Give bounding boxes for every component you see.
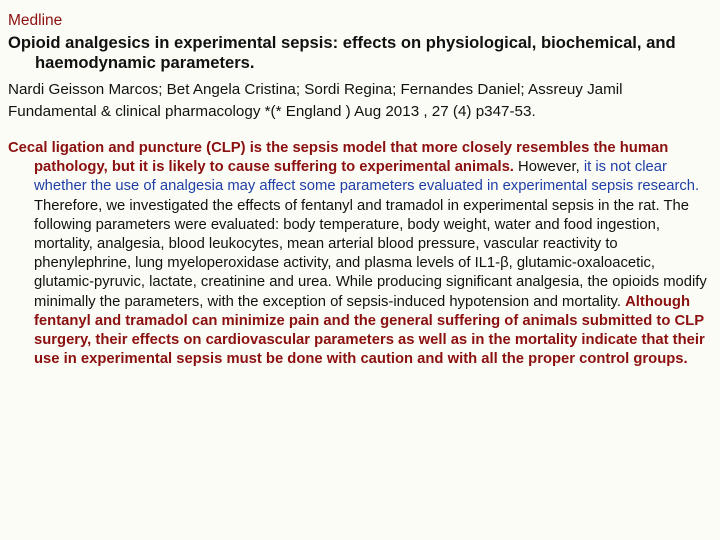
abstract-highlight-background: Cecal ligation and puncture (CLP) is the sepsis model that more closely resembles the human pathology, but it is likely to cause suffering to experimental animals. — [8, 140, 669, 176]
abstract-highlight-question: it is not clear whether the use of analgesia may affect some parameters evaluated in experimental sepsis research. — [34, 159, 700, 195]
article-journal: Fundamental & clinical pharmacology *(* England ) Aug 2013 , 27 (4) p347-53. — [8, 103, 536, 120]
article-authors: Nardi Geisson Marcos; Bet Angela Cristina; Sordi Regina; Fernandes Daniel; Assreuy Jamil — [8, 81, 623, 98]
abstract-text-however: However, — [513, 159, 584, 176]
abstract-text-methods-results: Therefore, we investigated the effects of fentanyl and tramadol in experimental sepsis in the rat. The following parameters were evaluated: body temperature, body weight, water and food ingestion, mortality, analgesia, blood leukocytes, mean arterial blood pressure, vascular reactivity to phenylephrine, lung myeloperoxidase activity, and plasma levels of IL1-β, glutamic-oxaloacetic, glutamic-pyruvic, lactate, creatinine and urea. While producing significant analgesia, the opioids modify minimally the parameters, with the exception of sepsis-induced hypotension and mortality. — [34, 197, 707, 310]
source-label: Medline — [8, 12, 63, 29]
article-title: Opioid analgesics in experimental sepsis: effects on physiological, biochemical, and haemodynamic parameters. — [8, 33, 676, 72]
abstract — [8, 139, 712, 369]
abstract-highlight-conclusion: Although fentanyl and tramadol can minimize pain and the general suffering of animals submitted to CLP surgery, their effects on cardiovascular parameters as well as in the mortality indicate that their use in experimental sepsis must be done with caution and with all the proper control groups. — [34, 293, 705, 368]
